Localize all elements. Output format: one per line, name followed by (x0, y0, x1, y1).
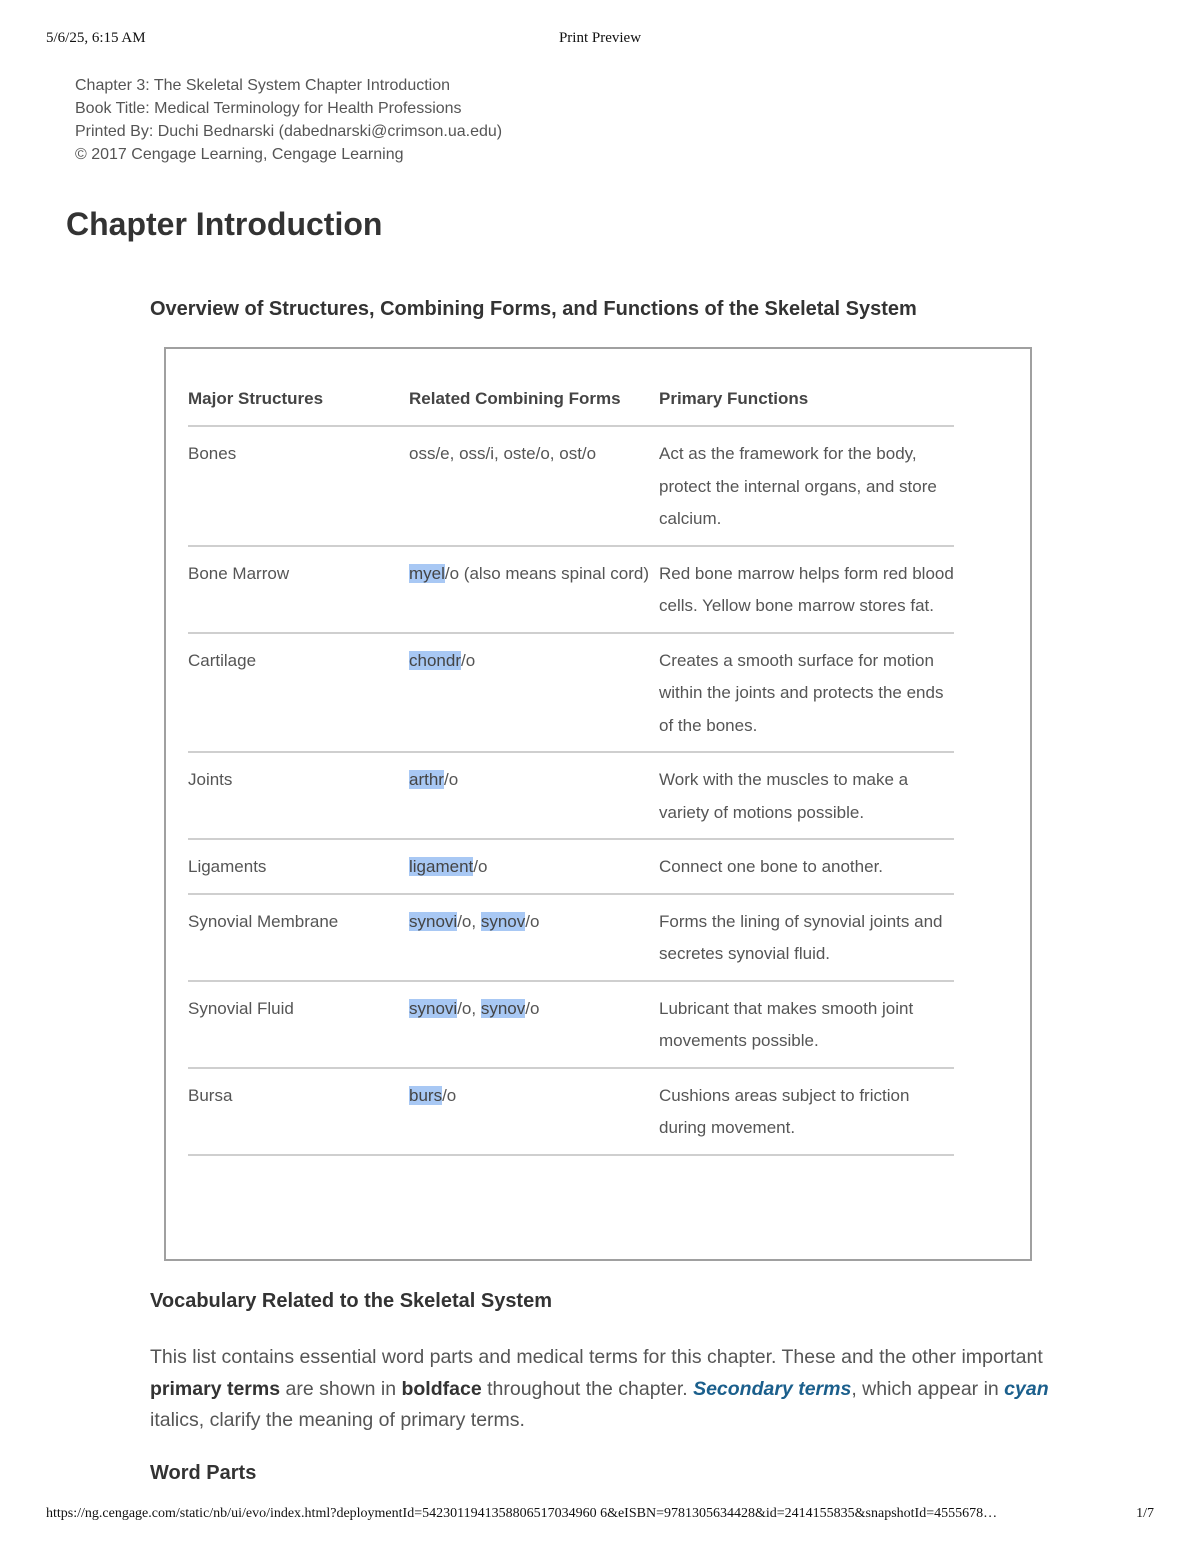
combining-forms-cell (409, 839, 659, 894)
function-cell: Forms the lining of synovial joints and secretes synovial fluid. (659, 894, 954, 981)
combining-forms-cell (409, 752, 659, 839)
chapter-title: Chapter Introduction (66, 206, 383, 242)
combining-forms-cell (409, 981, 659, 1068)
table-row (188, 752, 954, 839)
table-row (188, 839, 954, 894)
function-cell: Cushions areas subject to friction during movement. (659, 1068, 954, 1155)
root-suffix: /o (525, 911, 540, 931)
secondary-terms-cyan: Secondary terms (693, 1377, 852, 1400)
highlighted-root: myel (409, 563, 445, 583)
highlighted-root: burs (409, 1085, 443, 1105)
root-suffix: /o (442, 1085, 457, 1105)
function-cell: Act as the framework for the body, protect the internal organs, and store calcium. (659, 426, 954, 546)
print-datetime: 5/6/25, 6:15 AM (46, 30, 146, 46)
table-body (188, 426, 954, 1155)
vocab-text-5: italics, clarify the meaning of primary terms. (150, 1409, 525, 1431)
meta-book-title: Book Title: Medical Terminology for Health Professions (75, 100, 462, 117)
table-header-row (188, 375, 954, 426)
overview-table-box (164, 347, 1032, 1261)
primary-terms-bold: primary terms (150, 1377, 281, 1400)
overview-title: Overview of Structures, Combining Forms, and Functions of the Skeletal System (150, 298, 917, 320)
highlighted-root: ligament (409, 857, 474, 876)
table-row (188, 426, 954, 546)
vocab-paragraph (150, 1342, 1050, 1437)
header-primary-functions: Primary Functions (659, 375, 954, 426)
structure-cell: Synovial Fluid (188, 981, 409, 1068)
combining-forms-cell (409, 894, 659, 981)
structure-cell: Cartilage (188, 633, 409, 753)
highlighted-root: chondr (409, 650, 461, 670)
combining-forms-cell (409, 633, 659, 753)
vocab-title: Vocabulary Related to the Skeletal System (150, 1290, 553, 1312)
function-cell: Work with the muscles to make a variety of motions possible. (659, 752, 954, 839)
table-row (188, 981, 954, 1068)
boldface-bold: boldface (401, 1377, 482, 1400)
table-row (188, 633, 954, 753)
root-suffix: oss/e, oss/i, oste/o, ost/o (409, 444, 597, 463)
page-number: 1/7 (1136, 1506, 1154, 1521)
print-footer (46, 1506, 1154, 1526)
structure-cell: Bursa (188, 1068, 409, 1155)
header-combining-forms: Related Combining Forms (409, 375, 659, 426)
meta-printed-by: Printed By: Duchi Bednarski (dabednarski@crimson.ua.edu) (75, 123, 503, 140)
vocab-text-3: throughout the chapter. (481, 1377, 694, 1400)
root-suffix: /o, (457, 911, 481, 931)
header-major-structures: Major Structures (188, 375, 409, 426)
root-suffix: /o (525, 998, 540, 1018)
root-suffix: /o, (457, 998, 481, 1018)
structure-cell: Bone Marrow (188, 546, 409, 633)
combining-forms-cell (409, 426, 659, 546)
function-cell: Connect one bone to another. (659, 839, 954, 894)
book-meta (75, 74, 502, 166)
combining-forms-cell (409, 546, 659, 633)
print-header (46, 30, 1154, 50)
print-preview-title: Print Preview (558, 30, 642, 46)
highlighted-root: arthr (409, 770, 444, 789)
table-row (188, 1068, 954, 1155)
word-parts-title: Word Parts (150, 1462, 257, 1484)
highlighted-root: synov (480, 911, 526, 931)
structure-cell: Synovial Membrane (188, 894, 409, 981)
page-url: https://ng.cengage.com/static/nb/ui/evo/index.html?deploymentId=5423011941358806517034960 6&eISBN=9781305634428&id=2414155835&snapshotId=4555678… (46, 1506, 998, 1521)
meta-chapter: Chapter 3: The Skeletal System Chapter Introduction (75, 77, 451, 94)
table-row (188, 894, 954, 981)
function-cell: Red bone marrow helps form red blood cells. Yellow bone marrow stores fat. (659, 546, 954, 633)
structure-cell: Joints (188, 752, 409, 839)
function-cell: Lubricant that makes smooth joint movements possible. (659, 981, 954, 1068)
cyan-word: cyan (1004, 1377, 1049, 1400)
highlighted-root: synovi (409, 911, 458, 931)
function-cell: Creates a smooth surface for motion within the joints and protects the ends of the bones. (659, 633, 954, 753)
meta-copyright: © 2017 Cengage Learning, Cengage Learning (75, 146, 404, 163)
highlighted-root: synov (480, 998, 526, 1018)
root-suffix: /o (443, 770, 459, 789)
vocab-text-2: are shown in (280, 1377, 402, 1400)
overview-table (188, 375, 954, 1156)
highlighted-root: synovi (409, 998, 458, 1018)
root-suffix: /o (460, 650, 476, 670)
structure-cell: Ligaments (188, 839, 409, 894)
structure-cell: Bones (188, 426, 409, 546)
root-suffix: /o (also means spinal cord) (444, 563, 649, 583)
table-row (188, 546, 954, 633)
vocab-text-4: , which appear in (851, 1377, 1005, 1400)
combining-forms-cell (409, 1068, 659, 1155)
vocab-text-1: This list contains essential word parts and medical terms for this chapter. These and the other important (150, 1346, 1043, 1368)
root-suffix: /o (473, 857, 488, 876)
